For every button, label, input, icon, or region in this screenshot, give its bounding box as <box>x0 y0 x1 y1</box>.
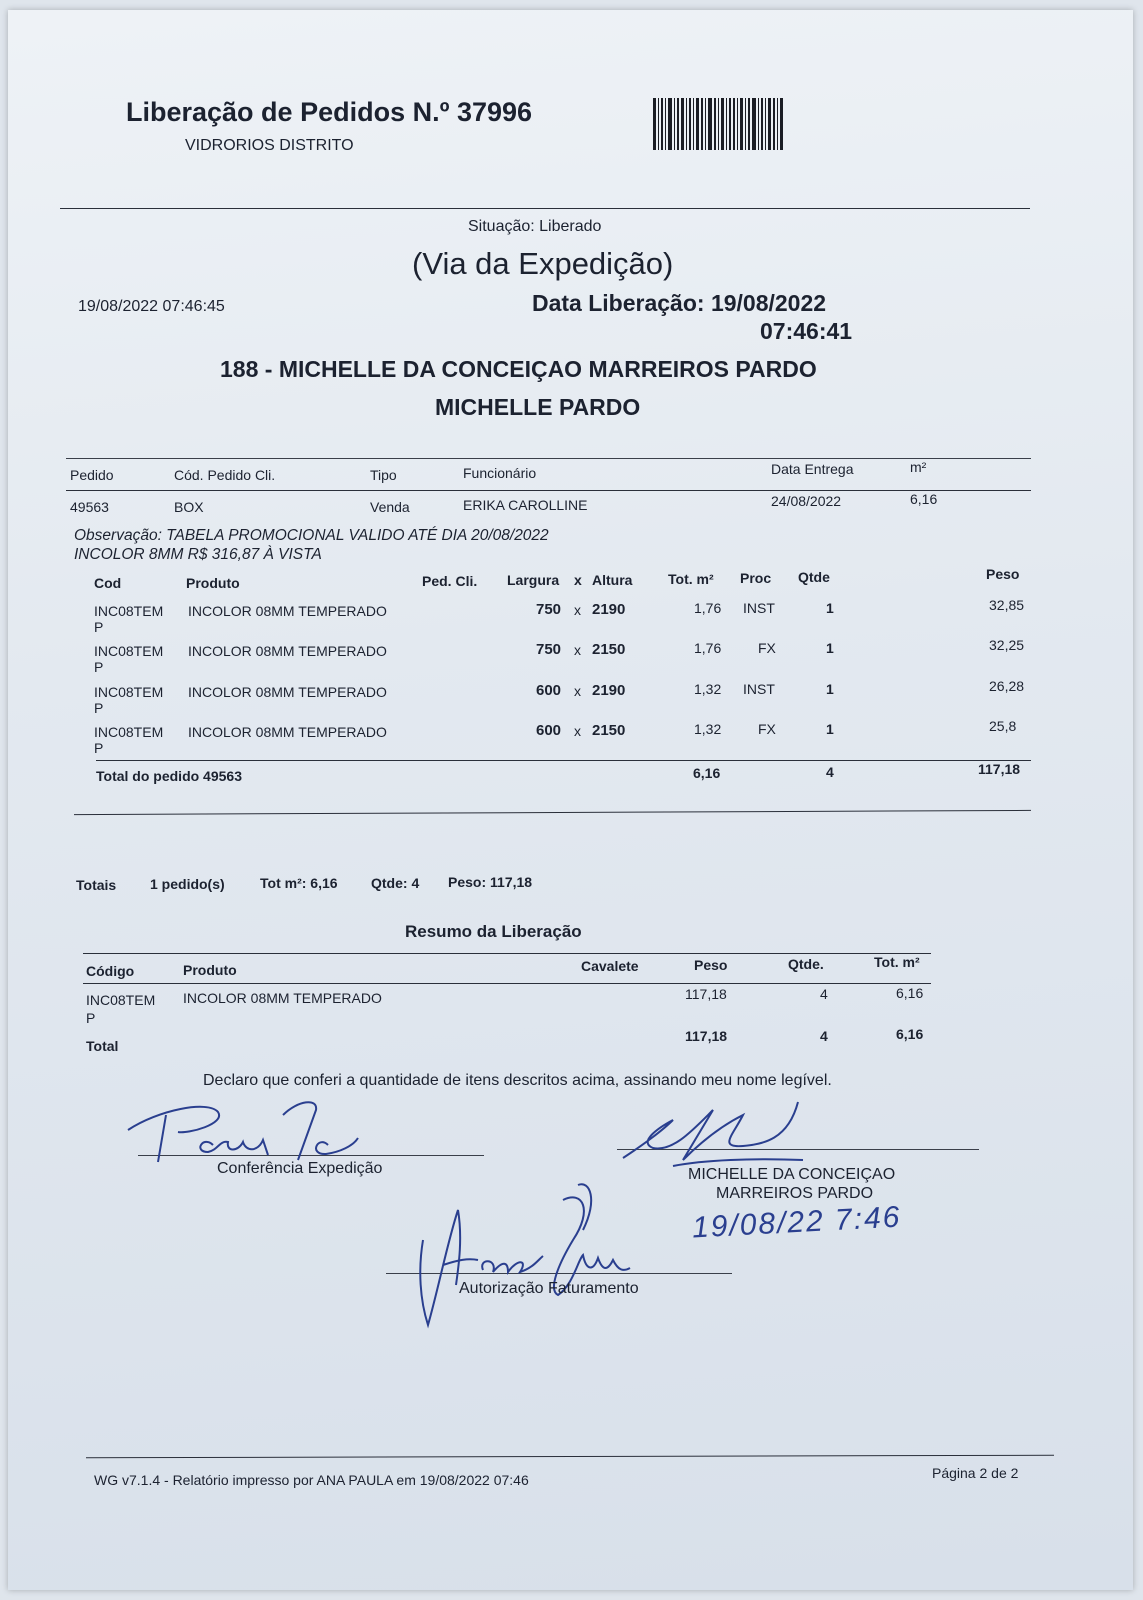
signature-label-cliente-2: MARREIROS PARDO <box>716 1185 874 1202</box>
item-peso: 32,85 <box>989 597 1025 613</box>
item-peso: 25,8 <box>989 718 1017 734</box>
val-cod-pedido-cli: BOX <box>174 499 204 515</box>
client-short-name: MICHELLE PARDO <box>435 394 641 420</box>
items-col-largura: Largura <box>507 572 560 588</box>
val-tipo: Venda <box>370 499 410 515</box>
item-x: x <box>574 602 581 618</box>
divider <box>86 1455 1054 1459</box>
observacao-line2: INCOLOR 8MM R$ 316,87 À VISTA <box>74 546 322 563</box>
divider <box>83 983 931 984</box>
signature-autorizacao <box>408 1180 658 1330</box>
resumo-row-codigo: INC08TEM P <box>86 992 156 1026</box>
items-total-peso: 117,18 <box>978 761 1021 777</box>
item-largura: 600 <box>536 682 562 699</box>
item-produto: INCOLOR 08MM TEMPERADO <box>188 724 387 740</box>
item-tot-m2: 1,32 <box>694 721 722 737</box>
items-total-qtde: 4 <box>826 764 834 780</box>
items-col-tot-m2: Tot. m² <box>668 571 714 587</box>
resumo-row-tot-m2: 6,16 <box>896 985 924 1001</box>
items-total-label: Total do pedido 49563 <box>96 768 242 784</box>
col-funcionario: Funcionário <box>463 465 537 481</box>
col-pedido: Pedido <box>70 467 114 483</box>
resumo-col-peso: Peso <box>694 957 728 973</box>
document-title: Liberação de Pedidos N.º 37996 <box>126 97 533 127</box>
resumo-col-codigo: Código <box>86 963 135 979</box>
resumo-row-peso: 117,18 <box>685 986 727 1002</box>
item-altura: 2150 <box>592 641 626 658</box>
items-total-m2: 6,16 <box>693 765 721 781</box>
item-proc: INST <box>743 600 775 616</box>
item-cod-suffix: P <box>94 740 104 756</box>
document-page <box>8 10 1133 1590</box>
printed-timestamp: 19/08/2022 07:46:45 <box>78 298 225 315</box>
handwritten-date: 19/08/22 7:46 <box>691 1200 903 1245</box>
item-qtde: 1 <box>826 721 834 737</box>
declaracao-text: Declaro que conferi a quantidade de itens descritos acima, assinando meu nome legível. <box>203 1072 832 1089</box>
col-data-entrega: Data Entrega <box>771 461 854 477</box>
item-altura: 2190 <box>592 601 626 618</box>
totais-pedidos: 1 pedido(s) <box>150 876 225 892</box>
company-name: VIDRORIOS DISTRITO <box>185 137 354 154</box>
resumo-col-qtde: Qtde. <box>788 956 824 972</box>
val-funcionario: ERIKA CAROLLINE <box>463 497 588 513</box>
item-produto: INCOLOR 08MM TEMPERADO <box>188 603 387 619</box>
barcode <box>653 98 825 150</box>
resumo-total-label: Total <box>86 1038 119 1054</box>
item-cod-suffix: P <box>94 700 104 716</box>
items-col-x: x <box>574 572 582 588</box>
divider <box>96 760 1031 761</box>
item-x: x <box>574 723 581 739</box>
item-tot-m2: 1,32 <box>694 681 722 697</box>
item-largura: 750 <box>536 601 562 618</box>
item-peso: 26,28 <box>989 678 1025 694</box>
val-pedido: 49563 <box>70 499 109 515</box>
item-altura: 2190 <box>592 682 626 699</box>
resumo-row-qtde: 4 <box>820 986 828 1002</box>
items-col-qtde: Qtde <box>798 569 830 585</box>
col-cod-pedido-cli: Cód. Pedido Cli. <box>174 467 276 483</box>
item-cod: INC08TEM <box>94 603 164 619</box>
resumo-col-produto: Produto <box>183 962 237 978</box>
observacao-line1: Observação: TABELA PROMOCIONAL VALIDO ATÉ DIA 20/08/2022 <box>74 527 549 544</box>
divider <box>66 490 1031 491</box>
items-col-cod: Cod <box>94 575 122 591</box>
item-x: x <box>574 683 581 699</box>
divider <box>66 458 1031 459</box>
divider <box>60 208 1030 209</box>
resumo-col-cavalete: Cavalete <box>581 958 639 974</box>
items-col-proc: Proc <box>740 570 772 586</box>
footer-page-number: Página 2 de 2 <box>932 1465 1019 1481</box>
col-tipo: Tipo <box>370 467 397 483</box>
item-proc: FX <box>758 721 776 737</box>
resumo-col-tot-m2: Tot. m² <box>874 954 920 970</box>
footer-left: WG v7.1.4 - Relatório impresso por ANA PAULA em 19/08/2022 07:46 <box>94 1472 529 1488</box>
signature-label-cliente-1: MICHELLE DA CONCEIÇAO <box>688 1166 896 1183</box>
item-qtde: 1 <box>826 681 834 697</box>
col-m2: m² <box>910 459 927 475</box>
item-proc: FX <box>758 640 776 656</box>
via-label: (Via da Expedição) <box>412 246 674 281</box>
items-col-peso: Peso <box>986 566 1020 582</box>
divider <box>83 953 931 954</box>
item-cod-suffix: P <box>94 619 104 635</box>
item-cod: INC08TEM <box>94 724 164 740</box>
totais-label: Totais <box>76 877 117 893</box>
resumo-title: Resumo da Liberação <box>405 922 582 941</box>
val-data-entrega: 24/08/2022 <box>771 493 842 509</box>
divider <box>74 810 1031 815</box>
client-full-name: 188 - MICHELLE DA CONCEIÇAO MARREIROS PARDO <box>220 356 817 382</box>
resumo-total-tot-m2: 6,16 <box>896 1026 924 1042</box>
situacao-label: Situação: Liberado <box>468 218 602 235</box>
item-largura: 600 <box>536 722 562 739</box>
item-altura: 2150 <box>592 722 626 739</box>
resumo-row-produto: INCOLOR 08MM TEMPERADO <box>183 990 382 1006</box>
totais-qtde: Qtde: 4 <box>371 875 420 891</box>
item-qtde: 1 <box>826 600 834 616</box>
item-produto: INCOLOR 08MM TEMPERADO <box>188 643 387 659</box>
hora-liberacao: 07:46:41 <box>760 318 853 344</box>
signature-cliente <box>613 1090 823 1170</box>
totais-peso: Peso: 117,18 <box>448 874 533 890</box>
items-col-altura: Altura <box>592 572 633 588</box>
items-col-ped-cli: Ped. Cli. <box>422 573 478 589</box>
resumo-total-qtde: 4 <box>820 1028 828 1044</box>
totais-tot-m2: Tot m²: 6,16 <box>260 875 338 891</box>
item-largura: 750 <box>536 641 562 658</box>
val-m2: 6,16 <box>910 491 938 507</box>
item-cod-suffix: P <box>94 659 104 675</box>
item-qtde: 1 <box>826 640 834 656</box>
item-cod: INC08TEM <box>94 684 164 700</box>
data-liberacao: Data Liberação: 19/08/2022 <box>532 290 827 316</box>
items-col-produto: Produto <box>186 575 240 591</box>
item-tot-m2: 1,76 <box>694 640 722 656</box>
item-produto: INCOLOR 08MM TEMPERADO <box>188 684 387 700</box>
signature-conferencia <box>118 1090 388 1170</box>
item-tot-m2: 1,76 <box>694 600 722 616</box>
item-proc: INST <box>743 681 775 697</box>
signature-label-autorizacao: Autorização Faturamento <box>459 1280 639 1297</box>
item-x: x <box>574 642 581 658</box>
signature-label-conferencia: Conferência Expedição <box>217 1160 383 1177</box>
item-cod: INC08TEM <box>94 643 164 659</box>
resumo-total-peso: 117,18 <box>685 1028 728 1044</box>
item-peso: 32,25 <box>989 637 1025 653</box>
